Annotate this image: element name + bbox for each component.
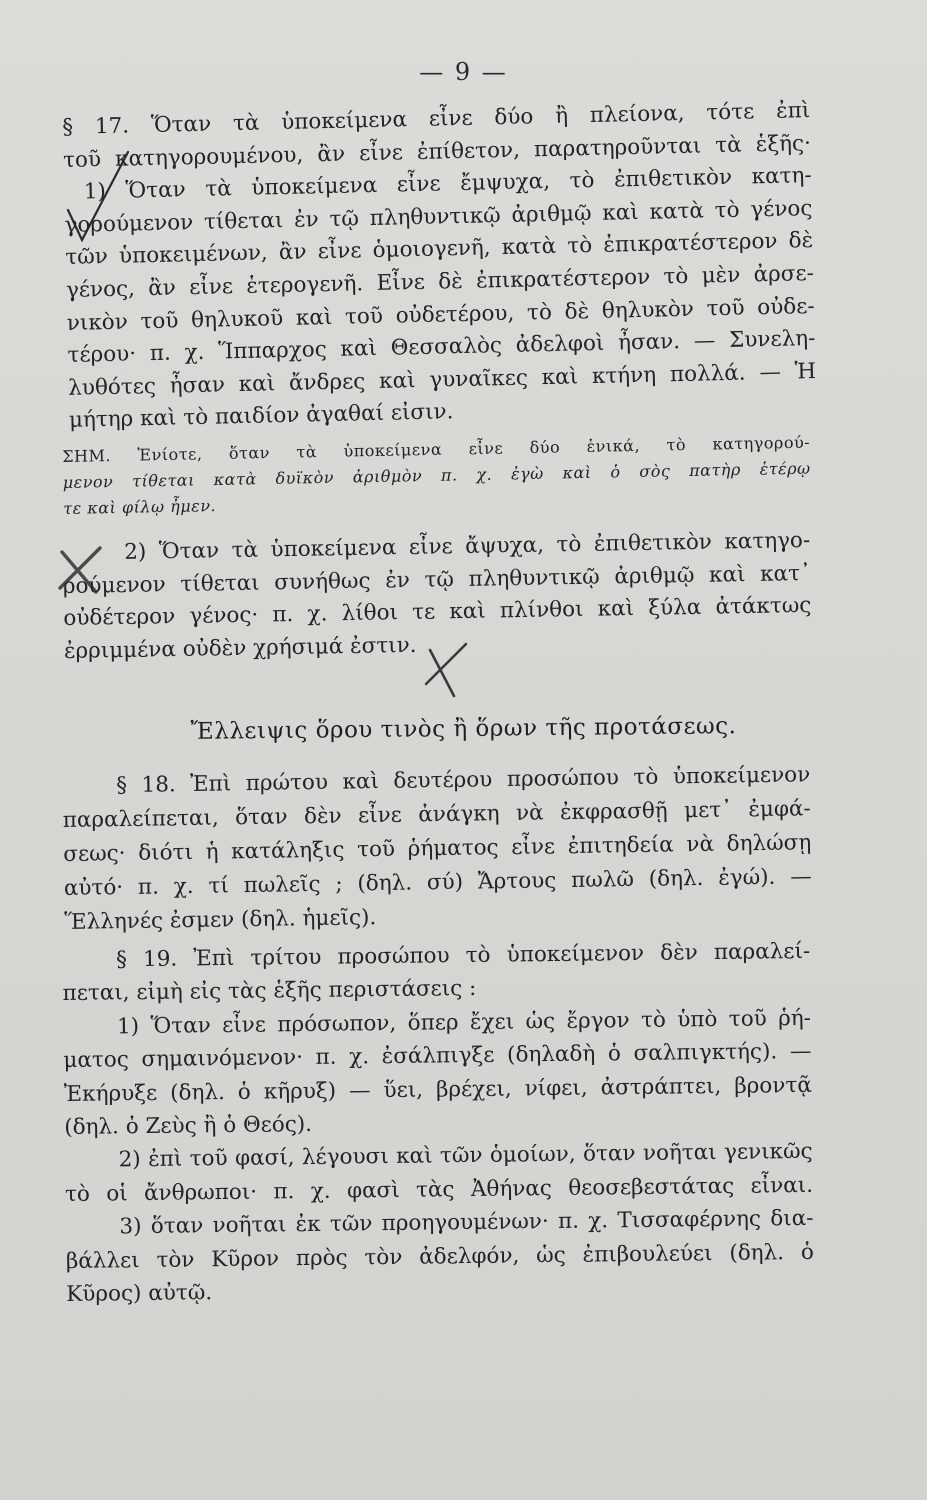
note-block (62, 430, 811, 522)
paragraph-17-part-2 (62, 525, 812, 668)
text-line: 1) Ὅταν τὰ ὑποκείμενα εἶνε ἔμψυχα, τὸ ἐπιθετικὸν κατη- (83, 163, 812, 205)
note-line: ΣΗΜ. Ἐνίοτε, ὅταν τὰ ὑποκείμενα εἶνε δύο ἑνικά, τὸ κατηγορού- (62, 432, 811, 466)
text-line: πεται, εἰμὴ εἰς τὰς ἑξῆς περιστάσεις : (62, 976, 477, 1007)
text-line: μήτηρ καὶ τὸ παιδίον ἀγαθαί εἰσιν. (68, 399, 454, 434)
text-line: γορούμενον τίθεται ἐν τῷ πληθυντικῷ ἀριθμῷ καὶ κατὰ τὸ γένος (64, 195, 813, 238)
note-line: τε καὶ φίλῳ ἦμεν. (63, 496, 217, 518)
text-line: 2) ἐπὶ τοῦ φασί, λέγουσι καὶ τῶν ὁμοίων, ὅταν νοῆται γενικῶς (118, 1139, 813, 1173)
paragraph-18 (62, 758, 813, 940)
text-line: γένος, ἂν εἶνε ἑτερογενῆ. Εἶνε δὲ ἐπικρατέστερον τὸ μὲν ἀρσε- (65, 260, 815, 303)
text-line: παραλείπεται, ὅταν δὲν εἶνε ἀνάγκη νὰ ἐκφρασθῇ μετ᾽ ἐμφά- (62, 796, 811, 833)
text-line: αὐτό· π. χ. τί πωλεῖς ; (δηλ. σύ) Ἄρτους πωλῶ (δηλ. ἐγώ). — (63, 864, 812, 901)
text-line: σεως· διότι ἡ κατάληξις τοῦ ῥήματος εἶνε ἐπιτηδεία νὰ δηλώσῃ (63, 830, 812, 867)
text-line: τῶν ὑποκειμένων, ἂν εἶνε ὁμοιογενῆ, κατὰ τὸ ἐπικρατέστερον δὲ (65, 228, 814, 271)
text-line: 2) Ὅταν τὰ ὑποκείμενα εἶνε ἄψυχα, τὸ ἐπιθετικὸν κατηγο- (124, 527, 811, 565)
text-line: ρούμενον τίθεται συνήθως ἐν τῷ πληθυντικῷ ἀριθμῷ καὶ κατ᾽ (62, 560, 811, 599)
paragraph-19 (62, 935, 814, 1312)
page-number: — 9 — (419, 58, 508, 86)
paragraph-17 (62, 95, 817, 438)
text-line: § 19. Ἐπὶ τρίτου προσώπου τὸ ὑποκείμενον δὲν παραλεί- (116, 938, 811, 973)
text-line: λυθότες ἦσαν καὶ ἄνδρες καὶ γυναῖκες καὶ κτήνη πολλά. — Ἡ (67, 358, 817, 401)
text-line: Κῦρος) αὐτῷ. (66, 1280, 213, 1308)
text-line: (δηλ. ὁ Ζεὺς ἢ ὁ Θεός). (64, 1111, 313, 1141)
text-line: τὸ οἱ ἄνθρωποι· π. χ. φασὶ τὰς Ἀθήνας θεοσεβεστάτας εἶναι. (64, 1172, 814, 1207)
text-line: βάλλει τὸν Κῦρον πρὸς τὸν ἀδελφόν, ὡς ἐπιβουλεύει (δηλ. ὁ (65, 1239, 814, 1274)
text-line: 1) Ὅταν εἶνε πρόσωπον, ὅπερ ἔχει ὡς ἔργον τὸ ὑπὸ τοῦ ῥή- (116, 1005, 812, 1040)
text-line: νικὸν τοῦ θηλυκοῦ καὶ τοῦ οὐδετέρου, τὸ δὲ θηλυκὸν τοῦ οὐδε- (66, 293, 815, 336)
text-line: ματος σημαινόμενον· π. χ. ἐσάλπιγξε (δηλαδὴ ὁ σαλπιγκτής). — (63, 1039, 812, 1074)
section-heading: Ἔλλειψις ὅρου τινὸς ἢ ὅρων τῆς προτάσεως. (190, 713, 737, 745)
text-line: 3) ὅταν νοῆται ἐκ τῶν προηγουμένων· π. χ. Τισσαφέρνης δια- (119, 1206, 814, 1240)
text-line: Ἕλληνές ἐσμεν (δηλ. ἡμεῖς). (64, 905, 377, 935)
text-line: τοῦ κατηγορουμένου, ἂν εἶνε ἐπίθετον, παρατηροῦνται τὰ ἑξῆς· (62, 130, 812, 173)
text-line: Ἐκήρυξε (δηλ. ὁ κῆρυξ) — ὕει, βρέχει, νίφει, ἀστράπτει, βροντᾷ (63, 1072, 812, 1107)
text-line: ἐρριμμένα οὐδὲν χρήσιμά ἐστιν. (63, 632, 417, 664)
text-line: οὐδέτερον γένος· π. χ. λίθοι τε καὶ πλίνθοι καὶ ξύλα ἀτάκτως (63, 593, 812, 632)
text-line: § 17. Ὅταν τὰ ὑποκείμενα εἶνε δύο ἢ πλείονα, τότε ἐπὶ (62, 98, 811, 140)
note-line: μενον τίθεται κατὰ δυϊκὸν ἀριθμὸν π. χ. ἐγὼ καὶ ὁ σὸς πατὴρ ἑτέρῳ (62, 458, 811, 492)
text-line: τέρου· π. χ. Ἵππαρχος καὶ Θεσσαλὸς ἀδελφοὶ ἦσαν. — Συνελη- (67, 326, 816, 369)
text-line: § 18. Ἐπὶ πρώτου καὶ δευτέρου προσώπου τὸ ὑποκείμενον (116, 762, 811, 799)
